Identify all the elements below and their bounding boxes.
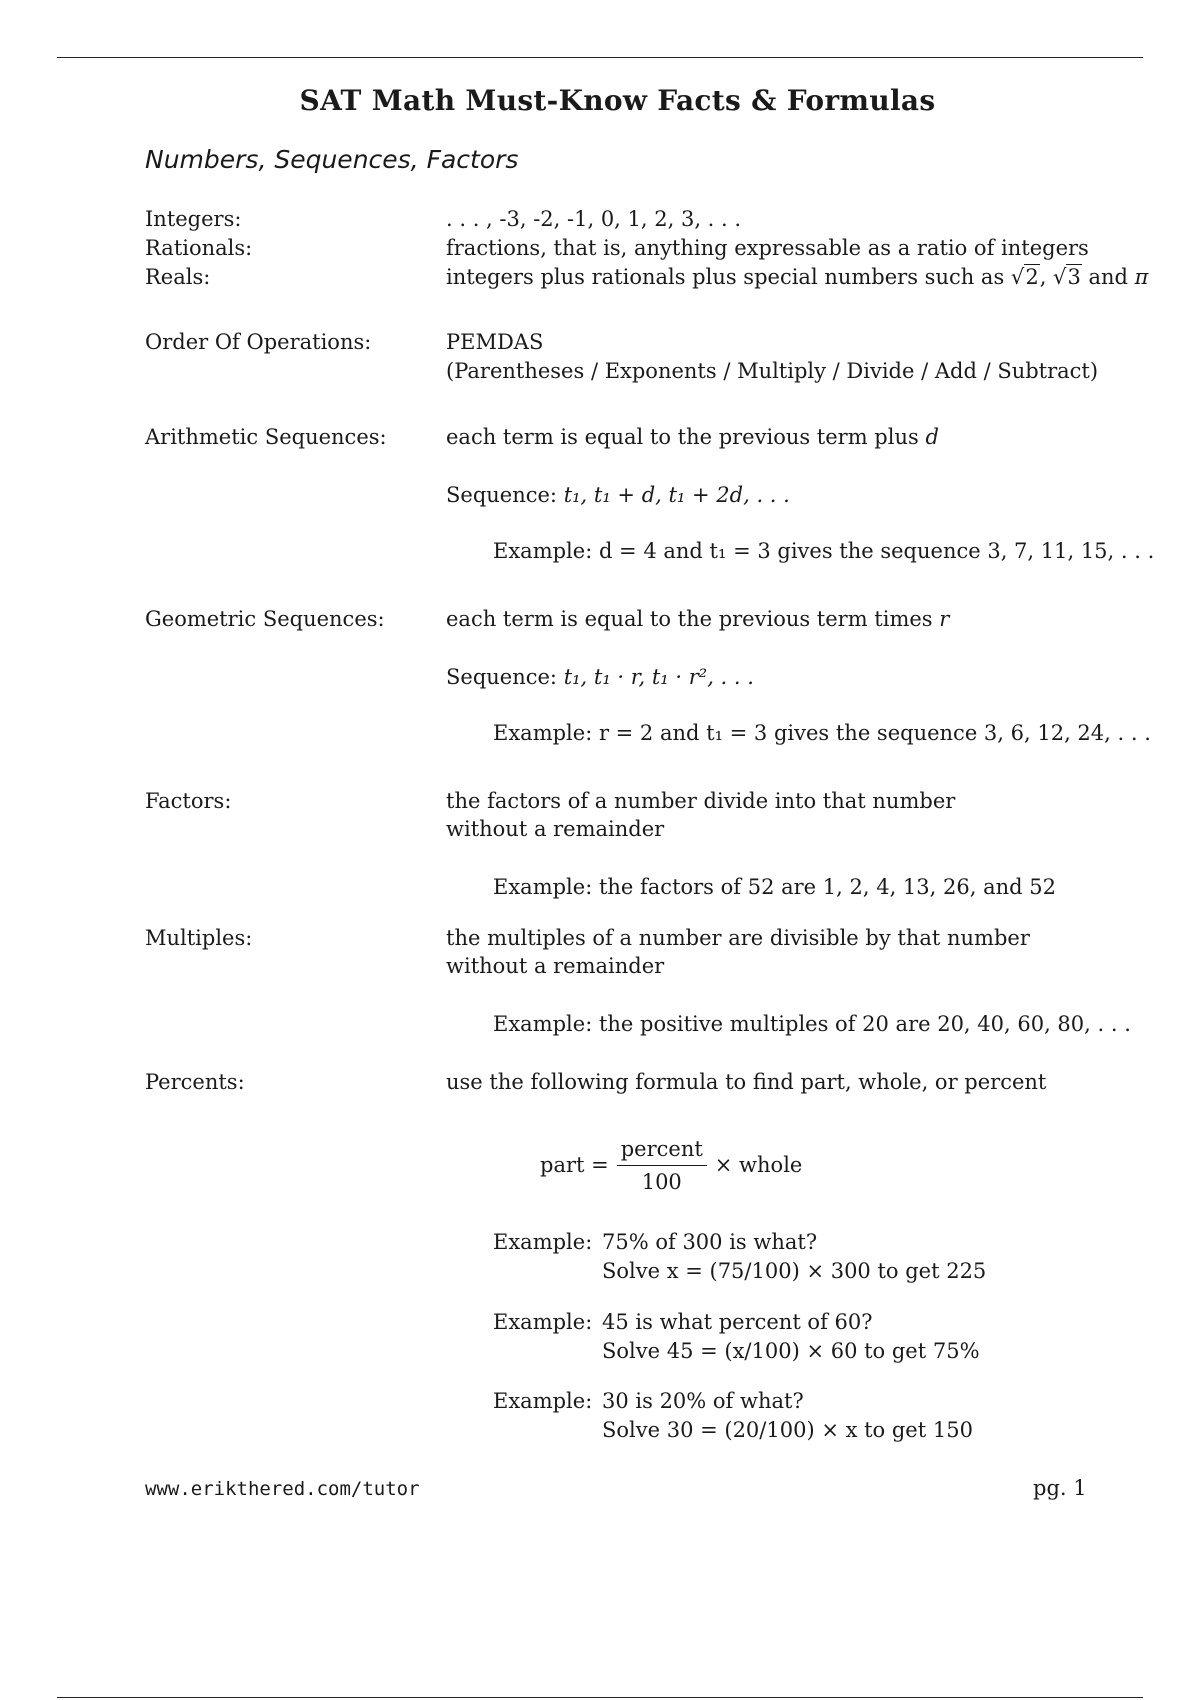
percent-example-2-solve: Solve 45 = (x/100) × 60 to get 75% <box>602 1339 980 1363</box>
label-factors: Factors: <box>145 789 232 813</box>
page-number: pg. 1 <box>1033 1476 1087 1500</box>
reals-desc: integers plus rationals plus special numbers such as √2, √3 and π <box>446 265 1149 289</box>
page-title: SAT Math Must-Know Facts & Formulas <box>299 84 936 117</box>
label-percents: Percents: <box>145 1070 245 1094</box>
arith-example: Example: d = 4 and t₁ = 3 gives the sequence 3, 7, 11, 15, . . . <box>493 539 1155 563</box>
label-arithmetic-sequences: Arithmetic Sequences: <box>145 425 387 449</box>
multiples-example: Example: the positive multiples of 20 are 20, 40, 60, 80, . . . <box>493 1012 1131 1036</box>
percent-formula <box>540 1133 802 1197</box>
section-heading: Numbers, Sequences, Factors <box>145 145 519 174</box>
formula-numerator: percent <box>617 1137 707 1166</box>
footer-url: www.erikthered.com/tutor <box>145 1478 420 1500</box>
bottom-rule <box>57 1697 1143 1698</box>
percent-example-3-solve: Solve 30 = (20/100) × x to get 150 <box>602 1418 973 1442</box>
factors-desc-line1: the factors of a number divide into that number <box>446 789 956 813</box>
sqrt-3: √3 <box>1053 265 1081 289</box>
arith-desc: each term is equal to the previous term plus d <box>446 425 939 449</box>
formula-fraction <box>617 1137 707 1194</box>
arith-sequence: Sequence: t₁, t₁ + d, t₁ + 2d, . . . <box>446 483 790 507</box>
label-order-of-operations: Order Of Operations: <box>145 330 372 354</box>
factors-example: Example: the factors of 52 are 1, 2, 4, 13, 26, and 52 <box>493 875 1056 899</box>
geom-sequence: Sequence: t₁, t₁ · r, t₁ · r², . . . <box>446 665 754 689</box>
percent-example-1-question: 75% of 300 is what? <box>602 1230 818 1254</box>
percent-example-2-label: Example: <box>493 1310 593 1334</box>
percents-desc: use the following formula to find part, whole, or percent <box>446 1070 1047 1094</box>
formula-denominator: 100 <box>641 1169 682 1194</box>
percent-example-1-label: Example: <box>493 1230 593 1254</box>
integers-desc: . . . , -3, -2, -1, 0, 1, 2, 3, . . . <box>446 207 742 231</box>
label-multiples: Multiples: <box>145 926 253 950</box>
formula-rhs: × whole <box>714 1153 803 1177</box>
label-integers: Integers: <box>145 207 242 231</box>
geom-desc: each term is equal to the previous term times r <box>446 607 950 631</box>
sqrt-2: √2 <box>1010 265 1039 289</box>
pemdas-expansion: (Parentheses / Exponents / Multiply / Divide / Add / Subtract) <box>446 359 1099 383</box>
pi-symbol: π <box>1134 265 1149 289</box>
top-rule <box>57 57 1143 58</box>
percent-example-2-question: 45 is what percent of 60? <box>602 1310 873 1334</box>
percent-example-3-question: 30 is 20% of what? <box>602 1389 804 1413</box>
label-geometric-sequences: Geometric Sequences: <box>145 607 385 631</box>
multiples-desc-line2: without a remainder <box>446 954 665 978</box>
multiples-desc-line1: the multiples of a number are divisible by that number <box>446 926 1030 950</box>
label-reals: Reals: <box>145 265 211 289</box>
formula-lhs: part = <box>540 1153 609 1177</box>
percent-example-3-label: Example: <box>493 1389 593 1413</box>
geom-example: Example: r = 2 and t₁ = 3 gives the sequence 3, 6, 12, 24, . . . <box>493 721 1151 745</box>
reals-prefix: integers plus rationals plus special numbers such as <box>446 265 1011 289</box>
rationals-desc: fractions, that is, anything expressable as a ratio of integers <box>446 236 1089 260</box>
label-rationals: Rationals: <box>145 236 253 260</box>
pemdas-acronym: PEMDAS <box>446 330 544 354</box>
percent-example-1-solve: Solve x = (75/100) × 300 to get 225 <box>602 1259 987 1283</box>
factors-desc-line2: without a remainder <box>446 817 665 841</box>
